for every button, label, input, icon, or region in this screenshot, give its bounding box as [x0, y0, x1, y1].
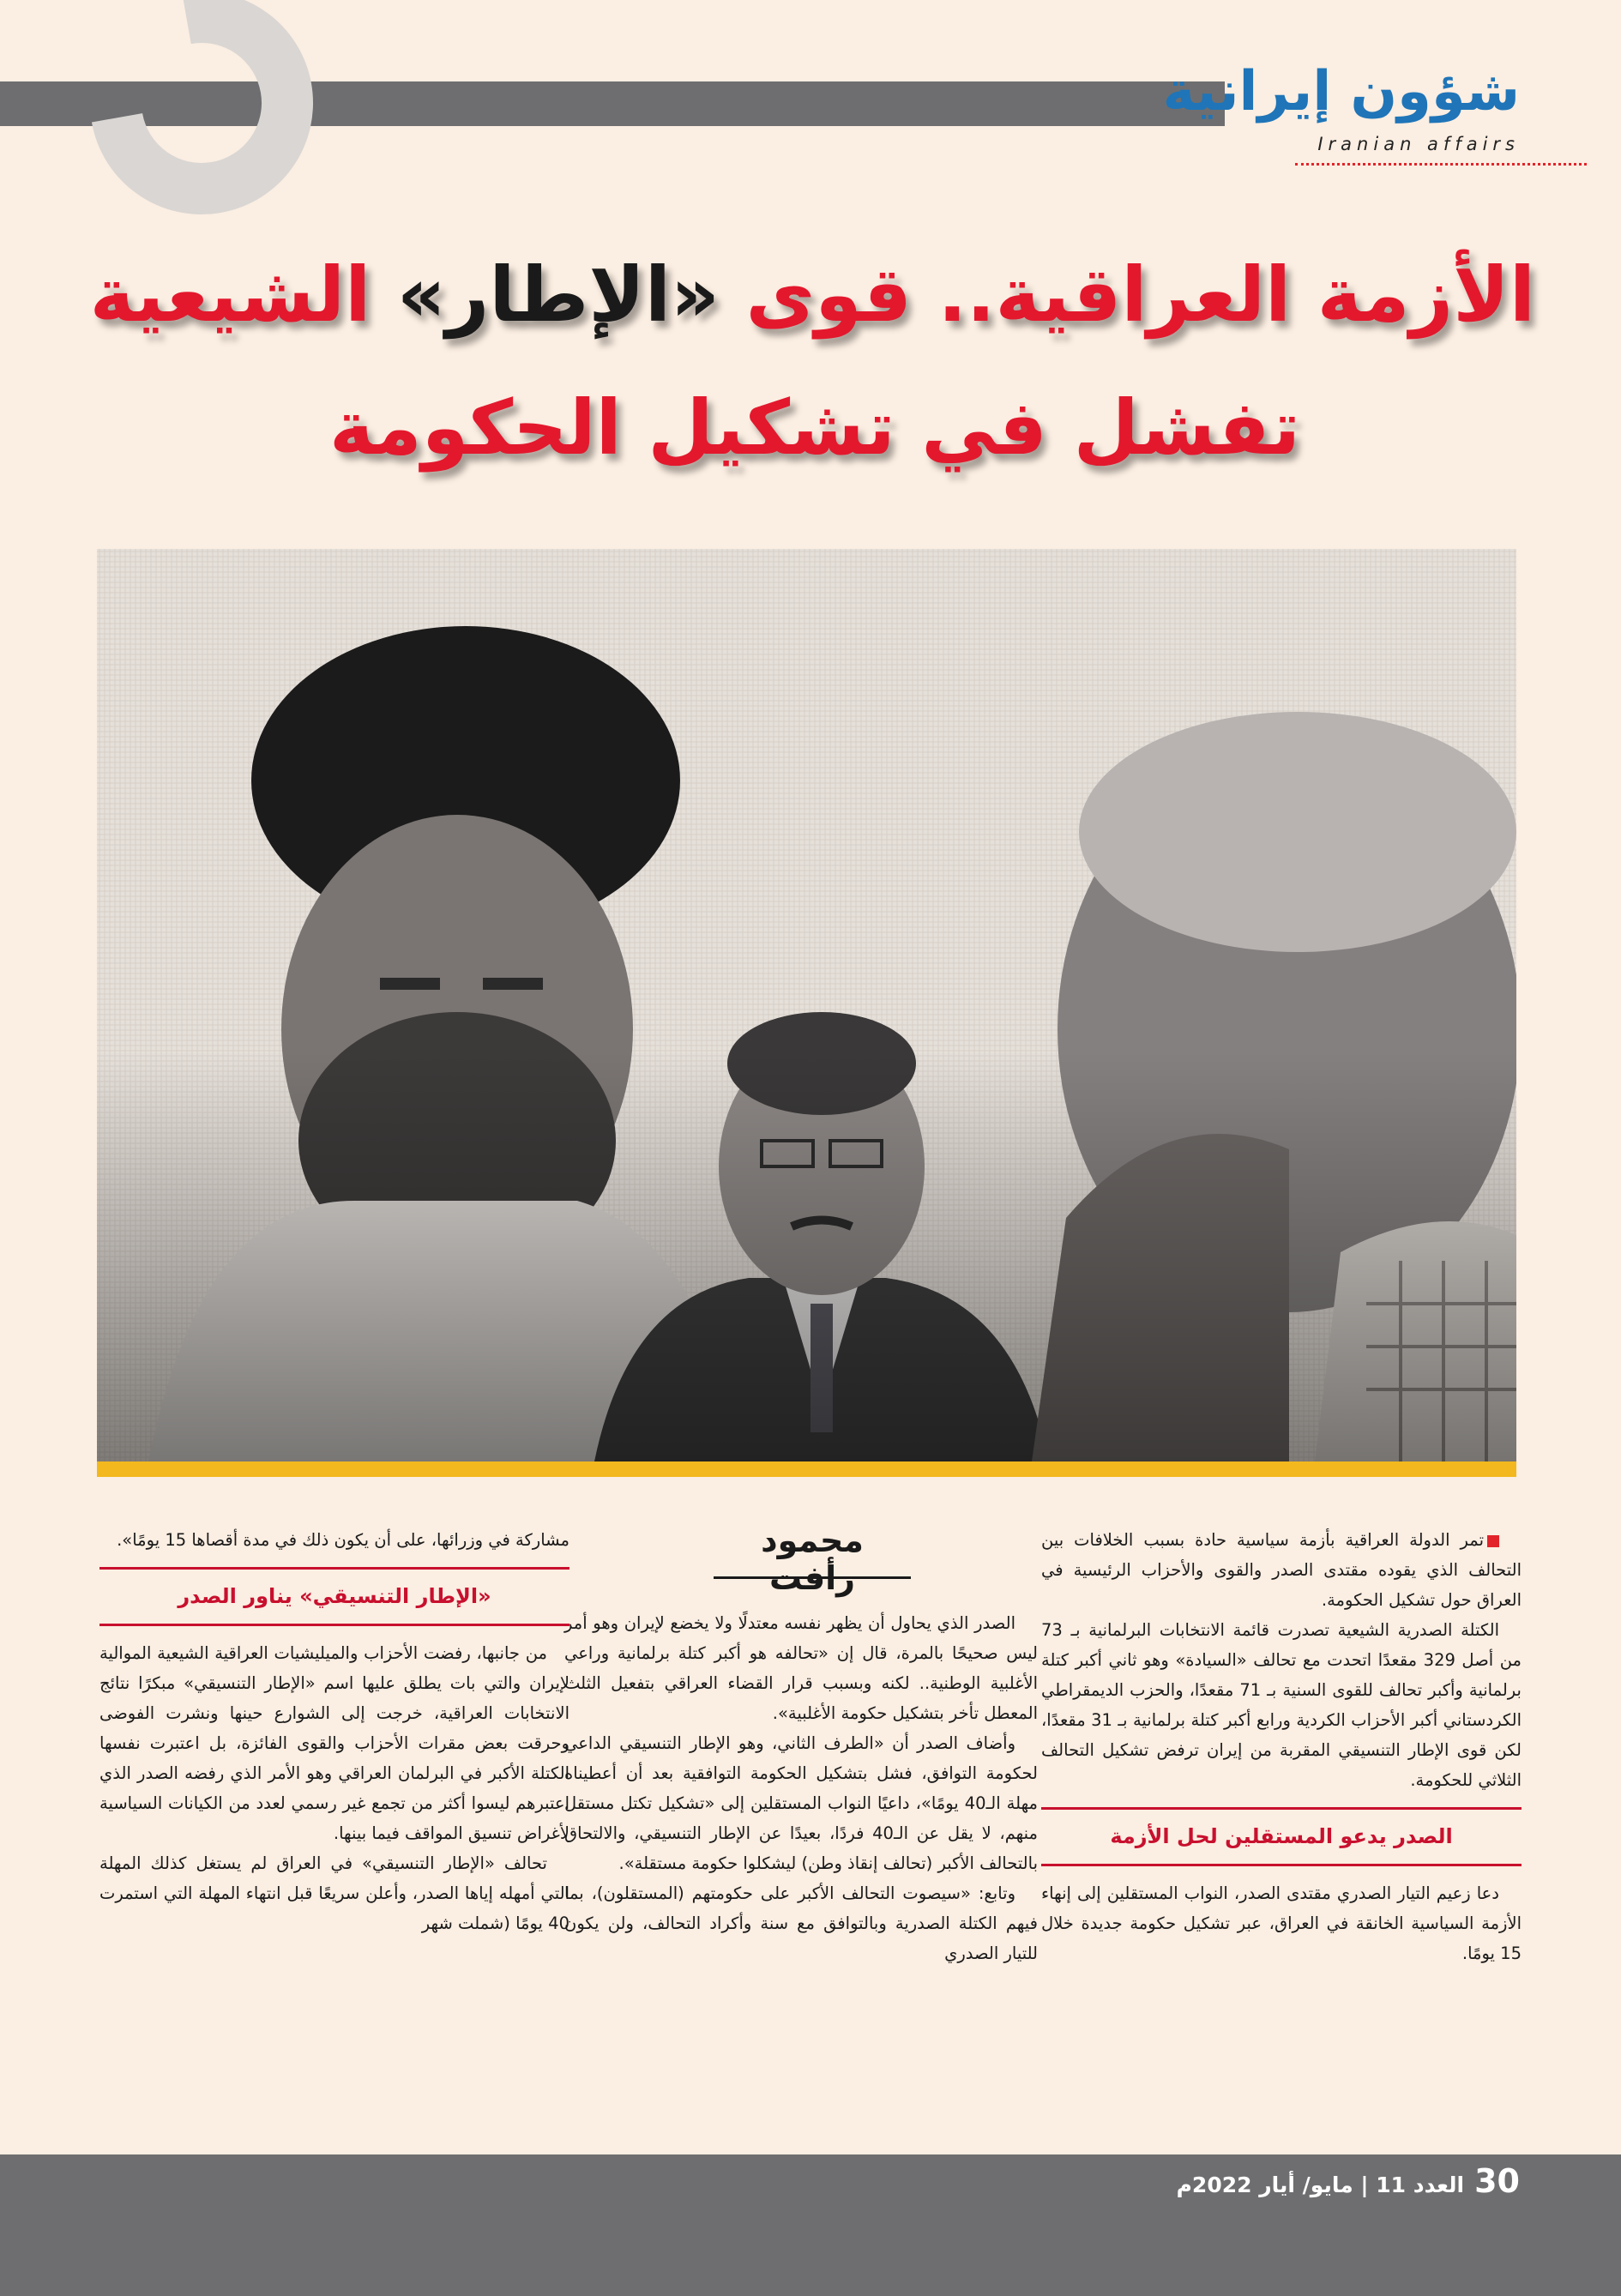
article-column-middle	[564, 1608, 1038, 1968]
page-number: 30	[1474, 2162, 1520, 2200]
author-byline: محمود رأفت	[761, 1522, 864, 1597]
headline-line-2-text: تفشل في تشكيل الحكومة	[328, 383, 1301, 472]
headline-part-quote: «الإطار»	[396, 250, 720, 339]
paragraph: الكتلة الصدرية الشيعية تصدرت قائمة الانتخابات البرلمانية بـ 73 من أصل 329 مقعدًا اتحدت مع تحالف «السيادة» وهو ثاني أكبر كتلة برلمانية وأكبر تحالف للقوى السنية بـ 71 مقعدًا، والحزب الديمقراطي الكردستاني أكبر الأحزاب الكردية ورابع أكبر كتلة برلمانية بـ 31 مقعدًا، لكن قوى الإطار التنسيقي المقربة من إيران ترفض تشكيل التحالف الثلاثي للحكومة.	[1041, 1620, 1522, 1790]
issue-info: العدد 11 | مايو/ أيار 2022م	[1176, 2172, 1465, 2197]
page-folio	[1177, 2162, 1520, 2200]
bullet-icon	[1487, 1535, 1499, 1547]
subheading: «الإطار التنسيقي» يناور الصدر	[99, 1567, 569, 1626]
paragraph: دعا زعيم التيار الصدري مقتدى الصدر، النواب المستقلين إلى إنهاء الأزمة السياسية الخانقة في العراق، عبر تشكيل حكومة جديدة خلال 15 يومًا.	[1041, 1883, 1522, 1963]
paragraph: وأضاف الصدر أن «الطرف الثاني، وهو الإطار التنسيقي الداعي لحكومة التوافق، فشل بتشكيل الحكومة التوافقية بعد أن أعطيناه مهلة الـ40 يومًا»، داعيًا النواب المستقلين إلى «تشكيل تكتل مستقل منهم، لا يقل عن الـ40 فردًا، بعيدًا عن الإطار التنسيقي، والالتحاق بالتحالف الأكبر (تحالف إنقاذ وطن) ليشكلوا حكومة مستقلة».	[564, 1733, 1038, 1873]
paragraph: الصدر الذي يحاول أن يظهر نفسه معتدلًا ولا يخضع لإيران وهو أمر ليس صحيحًا بالمرة، قال إن «تحالفه هو أكبر كتلة برلمانية وراعي الأغلبية الوطنية.. لكنه وبسبب قرار القضاء العراقي بتفعيل الثلث المعطل تأخر بتشكيل حكومة الأغلبية».	[564, 1613, 1038, 1723]
paragraph-text: تمر الدولة العراقية بأزمة سياسية حادة بسبب الخلافات بين التحالف الذي يقوده مقتدى الصدر والقوى والأحزاب الرئيسية في العراق حول تشكيل الحكومة.	[1041, 1530, 1522, 1610]
logo-english: Iranian affairs	[1317, 134, 1520, 154]
photo-yellow-rule	[97, 1461, 1516, 1477]
headline-part-1: الأزمة العراقية.. قوى	[719, 250, 1535, 339]
paragraph: وتابع: «سيصوت التحالف الأكبر على حكومتهم (المستقلون)، بما فيهم الكتلة الصدرية وبالتوافق مع سنة وأكراد التحالف، ولن يكون للتيار الصدري	[564, 1883, 1038, 1963]
headline-line-2	[94, 383, 1535, 472]
subheading: الصدر يدعو المستقلين لحل الأزمة	[1041, 1807, 1522, 1866]
masthead-logo	[1162, 0, 1621, 176]
portraits-illustration	[97, 549, 1516, 1461]
decorative-arc	[46, 0, 357, 258]
paragraph: تحالف «الإطار التنسيقي» في العراق لم يستغل كذلك المهلة التي أمهله إياها الصدر، وأعلن سريعًا قبل انتهاء المهلة التي استمرت 40 يومًا (شملت شهر	[99, 1853, 569, 1933]
headline-part-2: الشيعية	[89, 250, 397, 339]
logo-arabic: شؤون إيرانية	[1162, 60, 1520, 124]
logo-underline	[1295, 163, 1587, 166]
paragraph	[1041, 1525, 1522, 1615]
paragraph: من جانبها، رفضت الأحزاب والميليشيات العراقية الشيعية الموالية لإيران والتي بات يطلق عليها اسم «الإطار التنسيقي» مبكرًا نتائج الانتخابات العراقية، خرجت إلى الشوارع حينها ونشرت الفوضى وحرقت بعض مقرات الأحزاب والقوى الفائزة، بل اعتبرت نفسها الكتلة الأكبر في البرلمان العراقي وهو الأمر الذي رفضه الصدر الذي اعتبرهم ليسوا أكثر من تجمع غير رسمي لعدد من الكيانات السياسية لأغراض تنسيق المواقف فيما بينها.	[99, 1643, 569, 1843]
byline-underline	[714, 1576, 911, 1579]
article-column-left	[99, 1525, 569, 1938]
article-column-right	[1041, 1525, 1522, 1968]
headline-line-1	[89, 250, 1535, 339]
lead-photo	[97, 549, 1516, 1477]
paragraph: مشاركة في وزرائها، على أن يكون ذلك في مدة أقصاها 15 يومًا».	[117, 1530, 569, 1550]
